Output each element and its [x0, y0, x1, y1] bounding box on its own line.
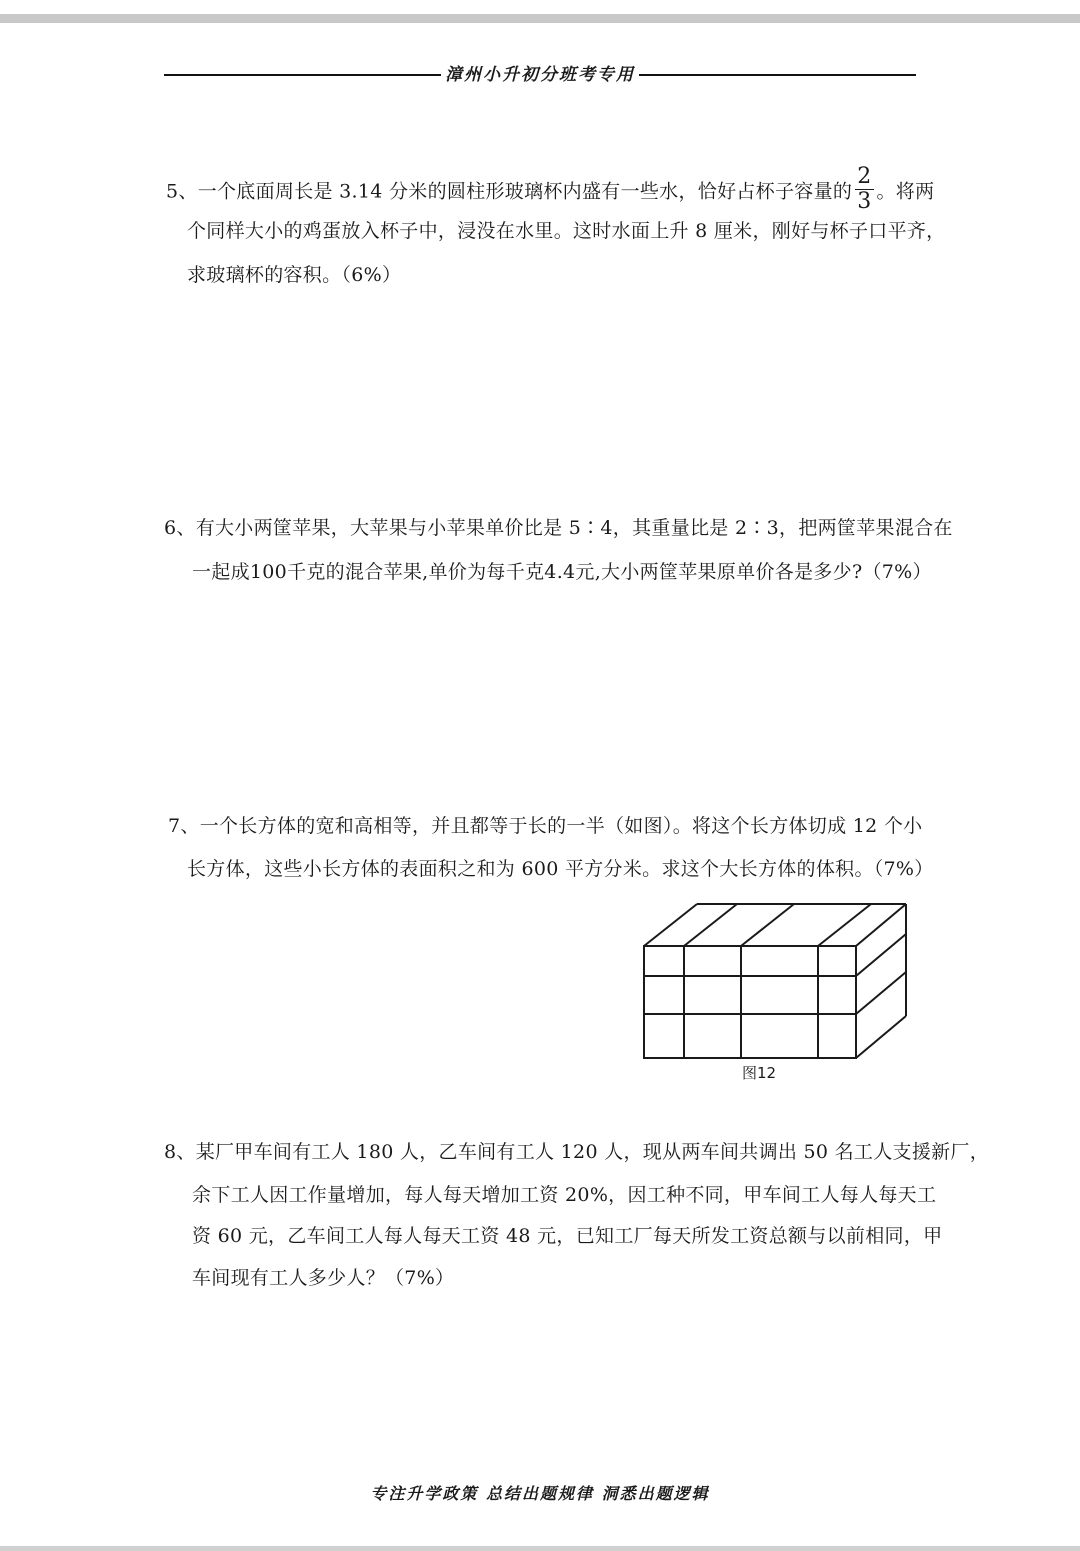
question-8-line-3: 资 60 元，乙车间工人每人每天工资 48 元，已知工厂每天所发工资总额与以前相同，甲	[192, 1225, 943, 1247]
question-8-line-2: 余下工人因工作量增加，每人每天增加工资 20%，因工种不同，甲车间工人每人每天工	[192, 1184, 937, 1206]
page-header	[164, 64, 916, 86]
top-border-bar	[0, 14, 1080, 23]
fraction-denominator: 3	[857, 189, 872, 214]
bottom-border-bar	[0, 1546, 1080, 1551]
question-5-line-3: 求玻璃杯的容积。（6%）	[187, 264, 402, 286]
question-5-line-2: 个同样大小的鸡蛋放入杯子中，浸没在水里。这时水面上升 8 厘米，刚好与杯子口平齐，	[187, 220, 946, 242]
question-5-line-1	[166, 164, 935, 217]
question-5-text-b: 。将两	[876, 180, 935, 203]
figure-caption: 图12	[742, 1064, 777, 1082]
question-8-line-4: 车间现有工人多少人？（7%）	[192, 1267, 455, 1289]
page-footer: 专注升学政策 总结出题规律 洞悉出题逻辑	[370, 1484, 710, 1503]
top-divider-2	[741, 904, 794, 946]
header-title: 漳州小升初分班考专用	[441, 65, 639, 85]
fraction-two-thirds	[855, 165, 873, 214]
question-8-line-1: 8、某厂甲车间有工人 180 人，乙车间有工人 120 人，现从两车间共调出 50 名工人支援新厂，	[164, 1141, 990, 1163]
question-5-text-a: 5、一个底面周长是 3.14 分米的圆柱形玻璃杯内盛有一些水，恰好占杯子容量的	[166, 180, 853, 203]
cuboid-front-face	[644, 946, 856, 1058]
question-7-line-1: 7、一个长方体的宽和高相等，并且都等于长的一半（如图）。将这个长方体切成 12 个小	[168, 815, 923, 837]
question-7-line-2: 长方体，这些小长方体的表面积之和为 600 平方分米。求这个大长方体的体积。（7%）	[187, 858, 934, 880]
side-divider-2	[856, 972, 906, 1014]
bottom-edge-right	[856, 1016, 906, 1058]
top-divider-1	[684, 904, 737, 946]
question-6-line-2: 一起成100千克的混合苹果,单价为每千克4.4元,大小两筐苹果原单价各是多少?（7%）	[192, 561, 932, 583]
cuboid-figure	[640, 900, 912, 1060]
top-edge-left	[644, 904, 697, 946]
question-6-line-1: 6、有大小两筐苹果，大苹果与小苹果单价比是 5∶4，其重量比是 2∶3，把两筐苹果混合在	[164, 517, 953, 539]
fraction-numerator: 2	[857, 164, 872, 189]
